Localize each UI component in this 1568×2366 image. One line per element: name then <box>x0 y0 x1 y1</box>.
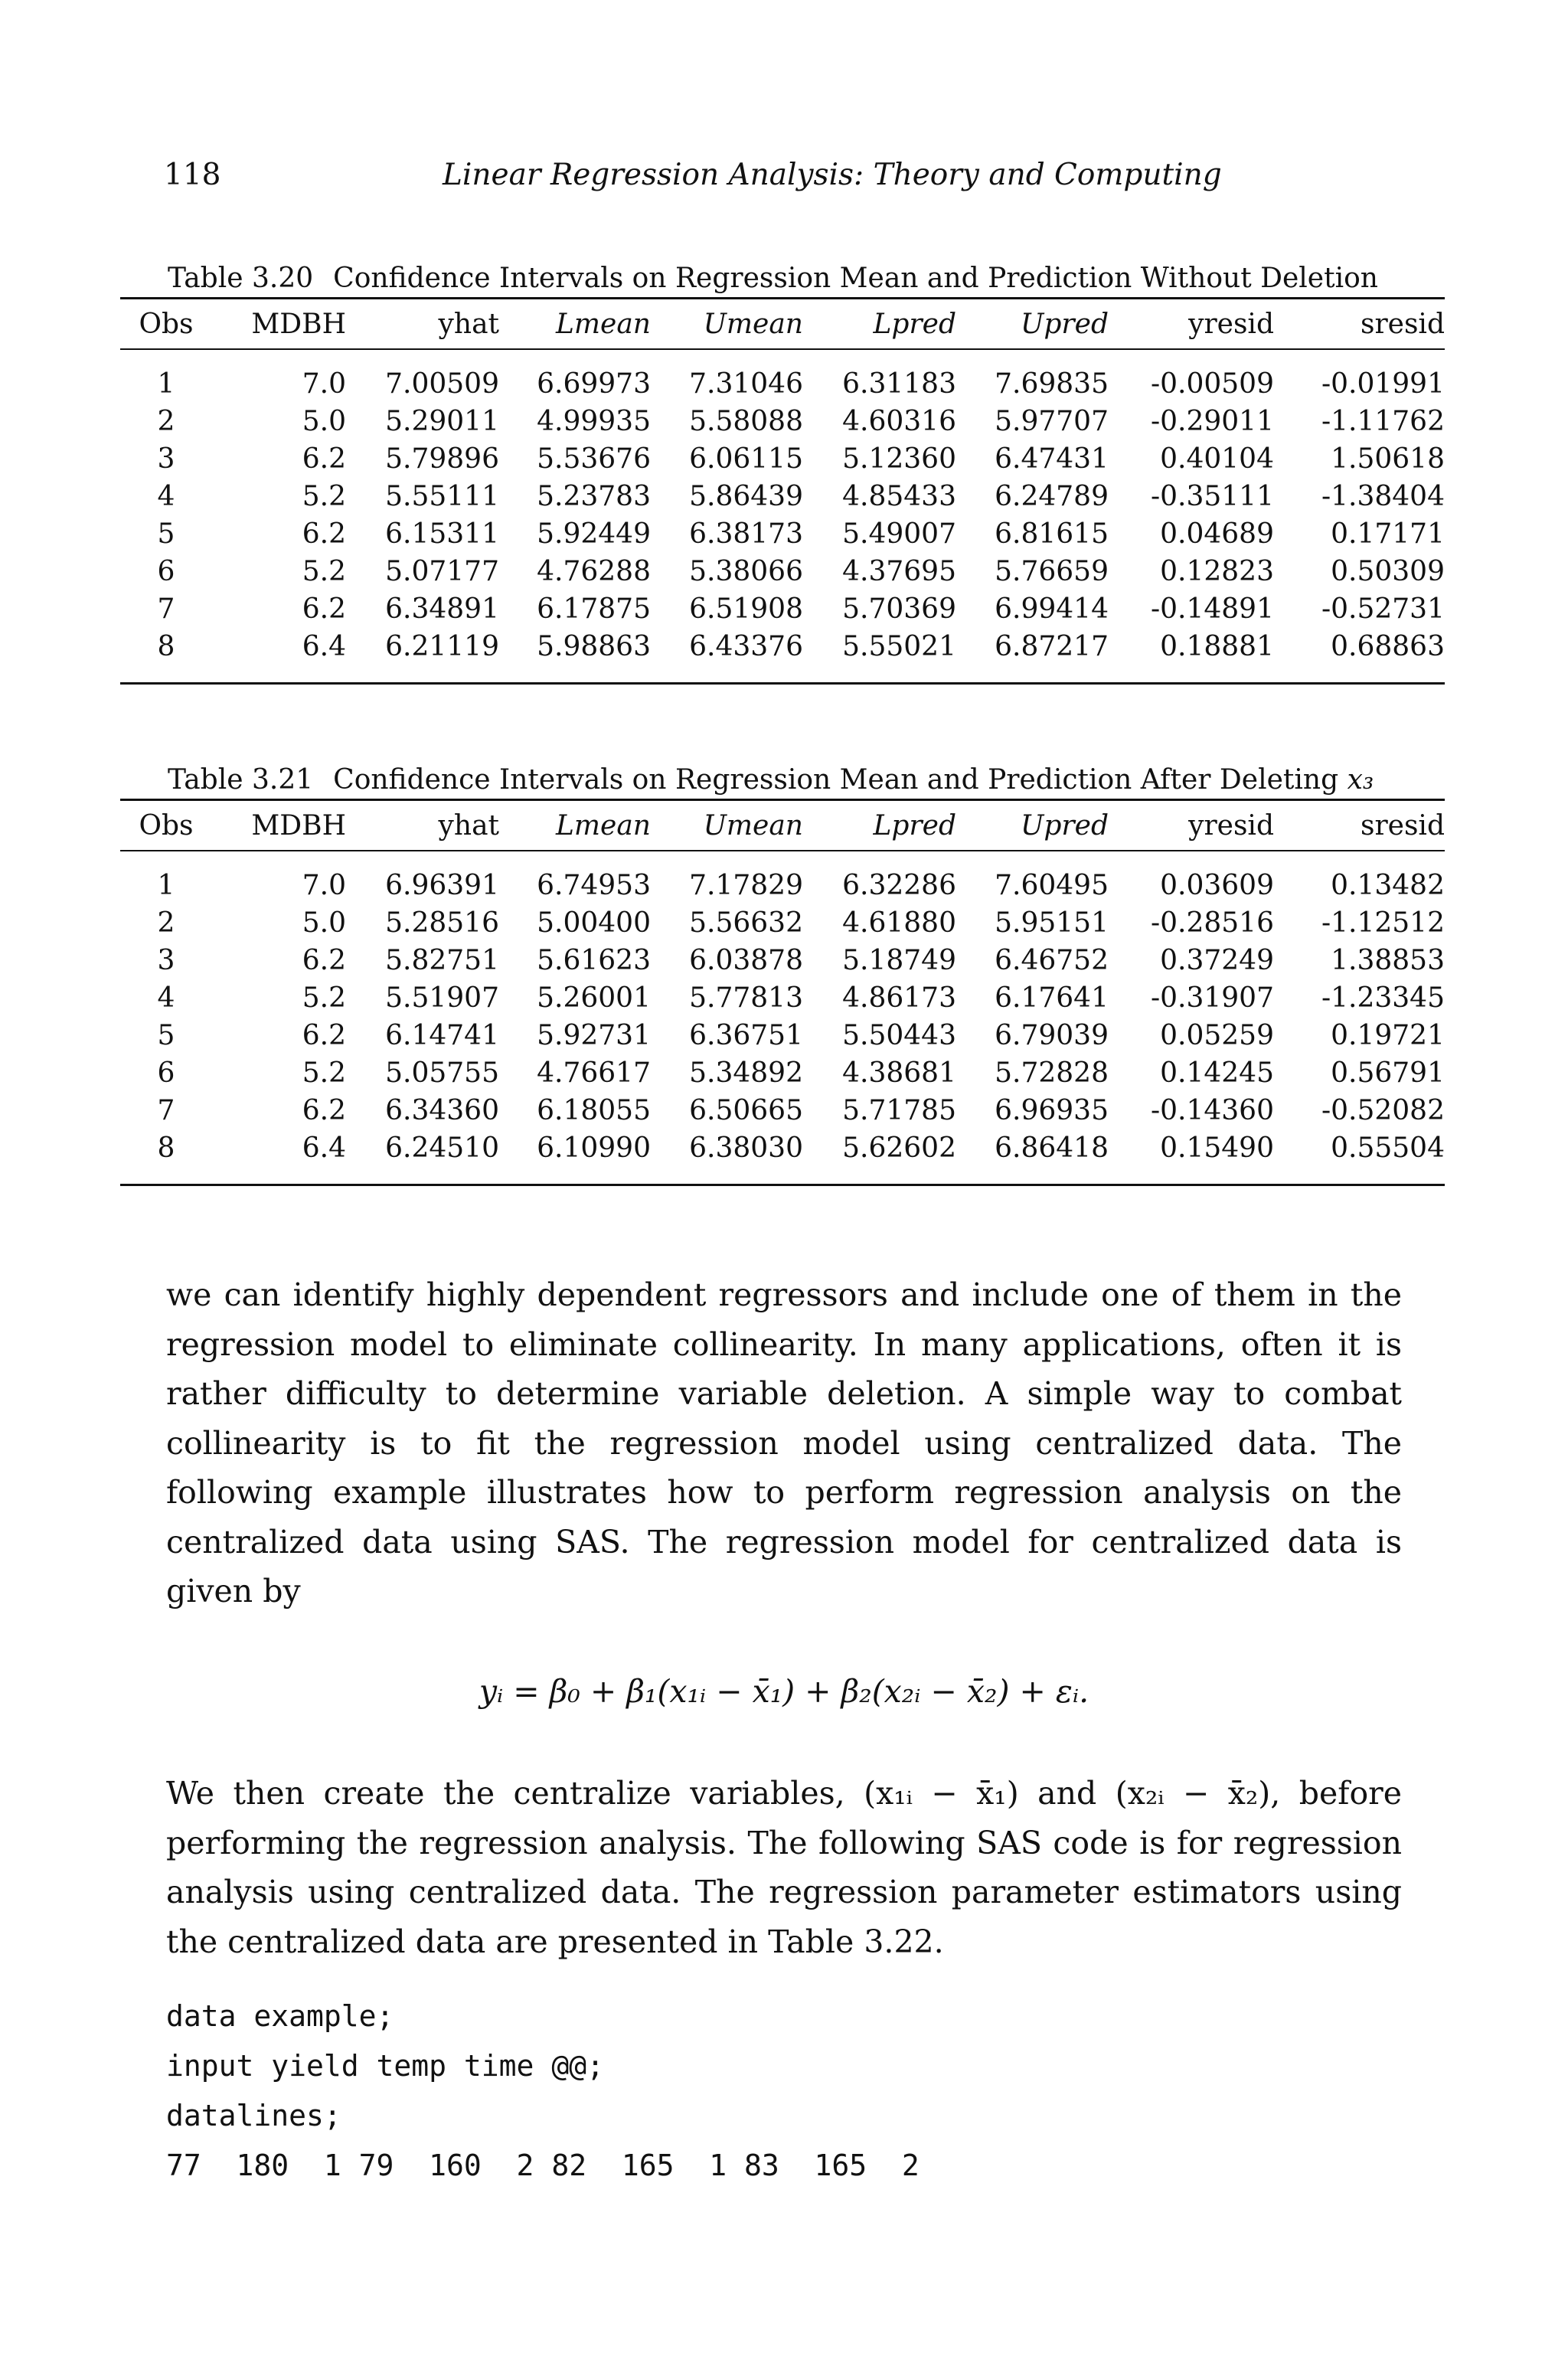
table-cell: 5.79896 <box>385 443 499 475</box>
table-cell: 6.24789 <box>995 481 1109 512</box>
table-cell: 5.76659 <box>995 556 1109 587</box>
table-row <box>120 904 1445 942</box>
code-line: input yield temp time @@; <box>166 2049 604 2083</box>
table-cell: 6.43376 <box>689 631 803 662</box>
table-cell: 6.03878 <box>689 945 803 976</box>
table-cell: 6.32286 <box>842 870 956 901</box>
table-row <box>120 590 1445 628</box>
table-cell: 7.31046 <box>689 368 803 400</box>
table-body <box>120 851 1445 1185</box>
table-cell: 5.23783 <box>537 481 651 512</box>
table-cell: -1.23345 <box>1321 982 1445 1014</box>
table-cell: 0.14245 <box>1160 1057 1274 1089</box>
table-cell: 5.82751 <box>385 945 499 976</box>
column-header: yhat <box>438 809 499 841</box>
table-cell: 0.15490 <box>1160 1132 1274 1164</box>
table-cell: 6 <box>157 556 175 587</box>
table-cell: 7.17829 <box>689 870 803 901</box>
table-row <box>120 440 1445 478</box>
table-cell: 1 <box>157 368 175 400</box>
table-cell: -0.31907 <box>1150 982 1274 1014</box>
table-cell: 5.0 <box>302 907 346 939</box>
table-cell: 6.34891 <box>385 593 499 625</box>
body-paragraph: We then create the centralize variables, (x₁ᵢ − x̄₁) and (x₂ᵢ − x̄₂), before performing the regression analysis. The following SAS code is for regression analysis using centralized data. The regression parameter estimators using the centralized data are presented in Table 3.22. <box>166 1775 1402 1960</box>
table-row <box>120 1092 1445 1129</box>
table-row <box>120 1129 1445 1185</box>
table-row <box>120 349 1445 403</box>
table-cell: 5.07177 <box>385 556 499 587</box>
column-header: MDBH <box>251 809 346 841</box>
table-title: Confidence Intervals on Regression Mean and Prediction Without Deletion <box>333 263 1378 294</box>
table-cell: 5.92731 <box>537 1020 651 1051</box>
table-cell: 5.58088 <box>689 406 803 437</box>
column-header: Lmean <box>556 809 651 841</box>
code-line: data example; <box>166 1999 394 2033</box>
table-cell: 1.38853 <box>1331 945 1445 976</box>
table-cell: 5.50443 <box>842 1020 956 1051</box>
table-cell: 0.50309 <box>1331 556 1445 587</box>
table-cell: 6.2 <box>302 518 346 550</box>
column-header: sresid <box>1360 308 1445 340</box>
table-cell: 5.97707 <box>995 406 1109 437</box>
column-header: Umean <box>703 809 803 841</box>
table-cell: 5.71785 <box>842 1095 956 1126</box>
table-cell: 5.2 <box>302 481 346 512</box>
table-cell: 5 <box>157 1020 175 1051</box>
table-cell: 6.2 <box>302 945 346 976</box>
table-cell: 7.0 <box>302 870 346 901</box>
table-cell: 6.87217 <box>995 631 1109 662</box>
table-cell: 0.68863 <box>1331 631 1445 662</box>
table-cell: -0.29011 <box>1150 406 1274 437</box>
column-header: yresid <box>1188 809 1274 841</box>
table-row <box>120 979 1445 1017</box>
table-cell: 5.62602 <box>842 1132 956 1164</box>
table-cell: 6.24510 <box>385 1132 499 1164</box>
table-cell: 2 <box>157 907 175 939</box>
table-cell: 0.40104 <box>1160 443 1274 475</box>
table-cell: 5.72828 <box>995 1057 1109 1089</box>
table-cell: 5.18749 <box>842 945 956 976</box>
column-header: Obs <box>139 809 194 841</box>
table-cell: 5.05755 <box>385 1057 499 1089</box>
sas-code-block <box>166 1992 920 2191</box>
table-cell: -1.12512 <box>1321 907 1445 939</box>
table-cell: 6.15311 <box>385 518 499 550</box>
table-cell: 0.37249 <box>1160 945 1274 976</box>
table-cell: 3 <box>157 443 175 475</box>
table-cell: 5.2 <box>302 982 346 1014</box>
column-header: Lpred <box>873 308 956 340</box>
table-cell: 6.96935 <box>995 1095 1109 1126</box>
table-cell: -0.52731 <box>1321 593 1445 625</box>
regression-equation: yᵢ = β₀ + β₁(x₁ᵢ − x̄₁) + β₂(x₂ᵢ − x̄₂) + εᵢ. <box>479 1673 1089 1710</box>
table-number: Table 3.21 <box>168 764 314 796</box>
table-cell: 2 <box>157 406 175 437</box>
table-cell: 6.99414 <box>995 593 1109 625</box>
table-3-20 <box>120 260 1445 685</box>
table-cell: 6.34360 <box>385 1095 499 1126</box>
table-cell: 6.21119 <box>385 631 499 662</box>
table-cell: 0.13482 <box>1331 870 1445 901</box>
table-row <box>120 942 1445 979</box>
table-cell: 5.49007 <box>842 518 956 550</box>
table-cell: 7.60495 <box>995 870 1109 901</box>
table-cell: 8 <box>157 631 175 662</box>
column-header: Lmean <box>556 308 651 340</box>
table-cell: -1.11762 <box>1321 406 1445 437</box>
table-cell: 6.10990 <box>537 1132 651 1164</box>
table-cell: 6.06115 <box>689 443 803 475</box>
table-cell: 5.00400 <box>537 907 651 939</box>
table-cell: 4 <box>157 481 175 512</box>
table-cell: 0.05259 <box>1160 1020 1274 1051</box>
page-number: 118 <box>164 158 221 192</box>
table-cell: -0.28516 <box>1150 907 1274 939</box>
table-cell: 5.51907 <box>385 982 499 1014</box>
table-3-21 <box>120 762 1445 1186</box>
table-title: Confidence Intervals on Regression Mean and Prediction After Deleting <box>333 764 1339 796</box>
table-cell: -0.00509 <box>1150 368 1274 400</box>
data-table <box>120 799 1445 1186</box>
table-header-row <box>120 800 1445 851</box>
table-cell: 7.69835 <box>995 368 1109 400</box>
table-cell: 5.92449 <box>537 518 651 550</box>
column-header: Umean <box>703 308 803 340</box>
table-cell: 0.04689 <box>1160 518 1274 550</box>
table-cell: 6.18055 <box>537 1095 651 1126</box>
table-cell: 7 <box>157 593 175 625</box>
table-row <box>120 553 1445 590</box>
table-cell: 4.61880 <box>842 907 956 939</box>
table-cell: -0.35111 <box>1150 481 1274 512</box>
table-cell: -0.01991 <box>1321 368 1445 400</box>
table-cell: 5.61623 <box>537 945 651 976</box>
table-cell: 5.86439 <box>689 481 803 512</box>
code-line: 77 180 1 79 160 2 82 165 1 83 165 2 <box>166 2149 920 2182</box>
table-cell: 6.2 <box>302 443 346 475</box>
column-header: yresid <box>1188 308 1274 340</box>
table-caption <box>120 762 1445 799</box>
table-cell: 6.86418 <box>995 1132 1109 1164</box>
table-cell: 6.4 <box>302 631 346 662</box>
column-header: yhat <box>438 308 499 340</box>
table-cell: 5.2 <box>302 1057 346 1089</box>
column-header: Lpred <box>873 809 956 841</box>
table-cell: 4.76288 <box>537 556 651 587</box>
table-cell: 6.2 <box>302 1020 346 1051</box>
table-cell: 7.00509 <box>385 368 499 400</box>
table-cell: 4.85433 <box>842 481 956 512</box>
table-cell: 6.17875 <box>537 593 651 625</box>
table-cell: 6.47431 <box>995 443 1109 475</box>
table-cell: 6.96391 <box>385 870 499 901</box>
table-cell: 5.70369 <box>842 593 956 625</box>
table-body <box>120 349 1445 684</box>
body-paragraph: we can identify highly dependent regressors and include one of them in the regression model to eliminate collinearity. In many applications, often it is rather difficulty to determine variable deletion. A simple way to combat collinearity is to fit the regression model using centralized data. The following example illustrates how to perform regression analysis on the centralized data using SAS. The regression model for centralized data is given by <box>166 1276 1402 1609</box>
column-header: Upred <box>1021 308 1109 340</box>
table-title-math: x₃ <box>1347 764 1374 796</box>
table-cell: 0.19721 <box>1331 1020 1445 1051</box>
table-cell: 6.38173 <box>689 518 803 550</box>
column-header: Obs <box>139 308 194 340</box>
table-cell: 6.2 <box>302 1095 346 1126</box>
table-cell: -0.14891 <box>1150 593 1274 625</box>
table-cell: 0.55504 <box>1331 1132 1445 1164</box>
table-cell: 5.0 <box>302 406 346 437</box>
table-cell: 5.77813 <box>689 982 803 1014</box>
table-cell: 8 <box>157 1132 175 1164</box>
table-cell: 6.51908 <box>689 593 803 625</box>
table-cell: 4.76617 <box>537 1057 651 1089</box>
running-header: Linear Regression Analysis: Theory and Computing <box>443 158 1222 192</box>
table-cell: -1.38404 <box>1321 481 1445 512</box>
table-cell: 6.81615 <box>995 518 1109 550</box>
table-cell: 6.4 <box>302 1132 346 1164</box>
table-cell: 5.56632 <box>689 907 803 939</box>
table-header-row <box>120 299 1445 350</box>
table-cell: 5.38066 <box>689 556 803 587</box>
table-cell: 6.74953 <box>537 870 651 901</box>
table-cell: 6.38030 <box>689 1132 803 1164</box>
table-cell: 7 <box>157 1095 175 1126</box>
table-cell: 4 <box>157 982 175 1014</box>
table-cell: 6.14741 <box>385 1020 499 1051</box>
table-cell: 5.95151 <box>995 907 1109 939</box>
table-cell: 5.55111 <box>385 481 499 512</box>
table-cell: 0.18881 <box>1160 631 1274 662</box>
table-row <box>120 1017 1445 1054</box>
table-row <box>120 515 1445 553</box>
table-cell: 4.38681 <box>842 1057 956 1089</box>
table-cell: 5.12360 <box>842 443 956 475</box>
table-cell: 5 <box>157 518 175 550</box>
table-cell: 6.50665 <box>689 1095 803 1126</box>
table-cell: 6.46752 <box>995 945 1109 976</box>
table-cell: 6.2 <box>302 593 346 625</box>
table-cell: 0.56791 <box>1331 1057 1445 1089</box>
table-row <box>120 478 1445 515</box>
table-cell: 5.2 <box>302 556 346 587</box>
table-cell: 6.17641 <box>995 982 1109 1014</box>
table-cell: 1.50618 <box>1331 443 1445 475</box>
table-cell: 7.0 <box>302 368 346 400</box>
table-cell: 6.69973 <box>537 368 651 400</box>
table-cell: 0.12823 <box>1160 556 1274 587</box>
table-cell: 5.29011 <box>385 406 499 437</box>
data-table <box>120 297 1445 685</box>
column-header: Upred <box>1021 809 1109 841</box>
table-cell: 1 <box>157 870 175 901</box>
column-header: MDBH <box>251 308 346 340</box>
table-cell: 5.26001 <box>537 982 651 1014</box>
table-cell: 5.53676 <box>537 443 651 475</box>
table-cell: 4.86173 <box>842 982 956 1014</box>
table-cell: 6.36751 <box>689 1020 803 1051</box>
table-row <box>120 628 1445 684</box>
table-cell: 5.34892 <box>689 1057 803 1089</box>
table-row <box>120 1054 1445 1092</box>
table-cell: 5.28516 <box>385 907 499 939</box>
table-cell: 5.55021 <box>842 631 956 662</box>
table-cell: 4.37695 <box>842 556 956 587</box>
table-cell: -0.52082 <box>1321 1095 1445 1126</box>
table-cell: 6 <box>157 1057 175 1089</box>
table-caption <box>120 260 1445 297</box>
table-cell: 4.60316 <box>842 406 956 437</box>
column-header: sresid <box>1360 809 1445 841</box>
table-row <box>120 403 1445 440</box>
table-cell: 6.31183 <box>842 368 956 400</box>
table-row <box>120 851 1445 904</box>
table-cell: 6.79039 <box>995 1020 1109 1051</box>
table-cell: -0.14360 <box>1150 1095 1274 1126</box>
table-cell: 5.98863 <box>537 631 651 662</box>
table-number: Table 3.20 <box>168 263 314 294</box>
table-cell: 4.99935 <box>537 406 651 437</box>
table-cell: 3 <box>157 945 175 976</box>
code-line: datalines; <box>166 2099 341 2132</box>
table-cell: 0.17171 <box>1331 518 1445 550</box>
table-cell: 0.03609 <box>1160 870 1274 901</box>
